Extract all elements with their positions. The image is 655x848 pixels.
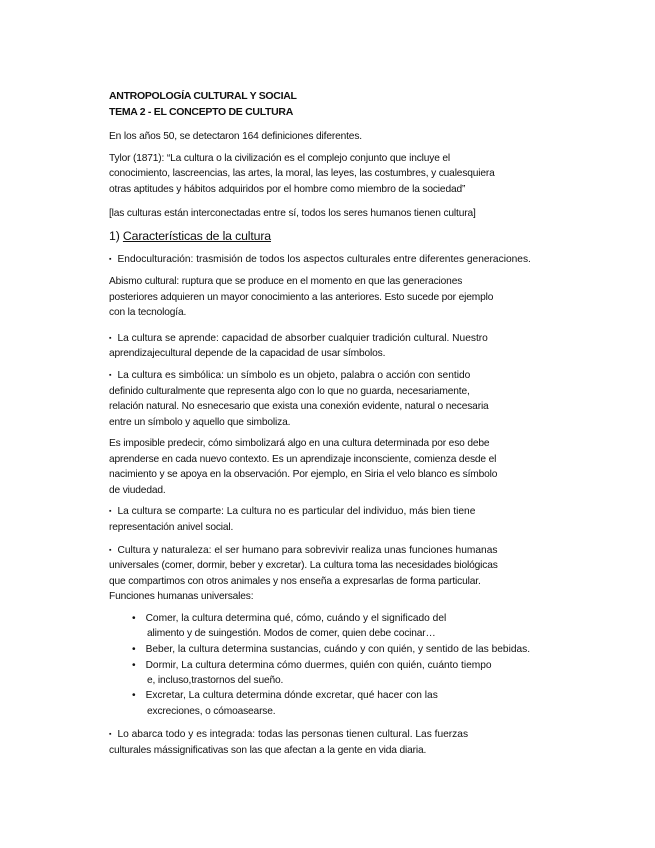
round-bullet-icon: • (132, 644, 136, 655)
funcion-excretar (132, 688, 438, 703)
comparte-line-2: representación anivel social. (109, 522, 234, 533)
aprende-line-2: aprendizajecultural depende de la capacidad de usar símbolos. (109, 348, 386, 359)
bullet-endoculturacion (109, 252, 531, 267)
abismo-line-3: con la tecnología. (109, 307, 187, 318)
funcion-excretar-line-1: Excretar, La cultura determina dónde excretar, qué hacer con las (145, 690, 438, 701)
doc-title-line1: ANTROPOLOGÍA CULTURAL Y SOCIAL (109, 90, 297, 102)
simbolica-line-1: La cultura es simbólica: un símbolo es un objeto, palabra o acción con sentido (117, 370, 471, 381)
section-heading (109, 228, 271, 244)
doc-title-line2: TEMA 2 - EL CONCEPTO DE CULTURA (109, 106, 293, 118)
comparte-line-1: La cultura se comparte: La cultura no es particular del individuo, más bien tiene (117, 506, 476, 517)
abismo-line-2: posteriores adquieren un mayor conocimiento a las anteriores. Esto sucede por ejemplo (109, 292, 494, 303)
round-bullet-icon: • (132, 613, 136, 624)
abarca-line-2: culturales mássignificativas son las que afectan a la gente en vida diaria. (109, 745, 427, 756)
square-bullet-icon: ▪ (109, 256, 112, 263)
funcion-dormir (132, 658, 492, 673)
imposible-line-2: aprenderse en cada nuevo contexto. Es un aprendizaje inconsciente, comienza desde el (109, 454, 497, 465)
funcion-dormir-line-2: e, incluso,trastornos del sueño. (147, 675, 284, 686)
imposible-line-1: Es imposible predecir, cómo simbolizará algo en una cultura determinada por eso debe (109, 438, 490, 449)
imposible-line-3: nacimiento y se apoya en la observación. Por ejemplo, en Siria el velo blanco es símbolo (109, 469, 498, 480)
section-title: Características de la cultura (122, 229, 271, 243)
tylor-line-3: otras aptitudes y hábitos adquiridos por el hombre como miembro de la sociedad” (109, 184, 466, 195)
intro-paragraph: En los años 50, se detectaron 164 definiciones diferentes. (109, 131, 362, 142)
simbolica-line-4: entre un símbolo y aquello que simboliza. (109, 417, 291, 428)
funcion-dormir-line-1: Dormir, La cultura determina cómo duermes, quién con quién, cuánto tiempo (145, 660, 492, 671)
square-bullet-icon: ▪ (109, 372, 112, 379)
naturaleza-line-3: que compartimos con otros animales y nos enseña a expresarlas de forma particular. (109, 576, 481, 587)
imposible-line-4: de viudedad. (109, 485, 166, 496)
square-bullet-icon: ▪ (109, 731, 112, 738)
bullet-comparte (109, 504, 475, 519)
round-bullet-icon: • (132, 660, 136, 671)
bracket-note: [las culturas están interconectadas entre sí, todos los seres humanos tienen cultura] (109, 208, 476, 219)
funcion-beber-line-1: Beber, la cultura determina sustancias, cuándo y con quién, y sentido de las bebidas. (145, 644, 531, 655)
tylor-line-1: Tylor (1871): “La cultura o la civilización es el complejo conjunto que incluye el (109, 153, 451, 164)
funcion-excretar-line-2: excreciones, o cómoasearse. (147, 706, 276, 717)
square-bullet-icon: ▪ (109, 547, 112, 554)
square-bullet-icon: ▪ (109, 508, 112, 515)
naturaleza-line-4: Funciones humanas universales: (109, 591, 254, 602)
bullet-aprende (109, 331, 488, 346)
abarca-line-1: Lo abarca todo y es integrada: todas las personas tienen cultural. Las fuerzas (117, 729, 469, 740)
bullet-naturaleza (109, 543, 497, 558)
bullet-simbolica (109, 368, 470, 383)
aprende-line-1: La cultura se aprende: capacidad de absorber cualquier tradición cultural. Nuestro (117, 333, 488, 344)
endoculturacion-text: Endoculturación: trasmisión de todos los aspectos culturales entre diferentes generaciones. (117, 254, 531, 265)
funcion-comer-line-2: alimento y de suingestión. Modos de comer, quien debe cocinar… (147, 628, 436, 639)
tylor-line-2: conocimiento, lascreencias, las artes, la moral, las leyes, las costumbres, y cualesquiera (109, 168, 495, 179)
section-number: 1) (109, 229, 120, 243)
funcion-comer (132, 611, 446, 626)
funcion-beber (132, 642, 530, 657)
simbolica-line-3: relación natural. No esnecesario que exista una conexión evidente, natural o necesaria (109, 401, 489, 412)
naturaleza-line-1: Cultura y naturaleza: el ser humano para sobrevivir realiza unas funciones humanas (117, 545, 498, 556)
naturaleza-line-2: universales (comer, dormir, beber y excretar). La cultura toma las necesidades biológicas (109, 560, 498, 571)
square-bullet-icon: ▪ (109, 335, 112, 342)
simbolica-line-2: definido culturalmente que representa algo con lo que no guarda, necesariamente, (109, 386, 470, 397)
funcion-comer-line-1: Comer, la cultura determina qué, cómo, cuándo y el significado del (145, 613, 447, 624)
abismo-line-1: Abismo cultural: ruptura que se produce en el momento en que las generaciones (109, 276, 463, 287)
bullet-abarca (109, 727, 468, 742)
round-bullet-icon: • (132, 690, 136, 701)
